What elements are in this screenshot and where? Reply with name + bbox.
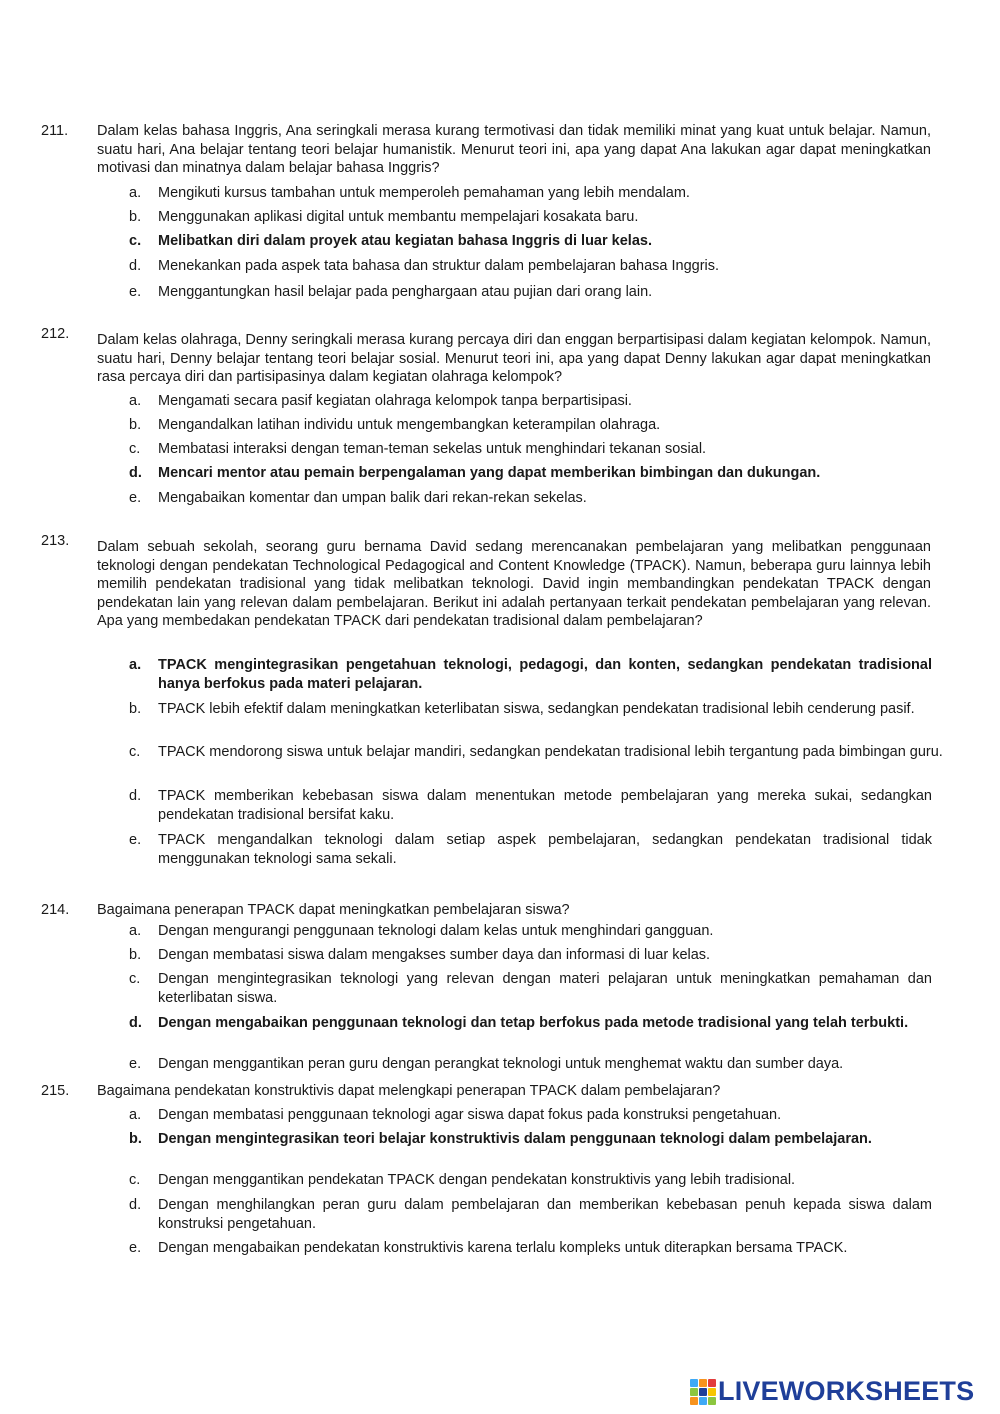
option-letter: e. — [129, 490, 142, 506]
question-number: 214. — [41, 902, 70, 918]
option-text: TPACK memberikan kebebasan siswa dalam menentukan metode pembelajaran yang mereka sukai, sedangkan pendekatan tradisional bersifat kaku. — [158, 788, 932, 823]
option-text: Dengan mengabaikan pendekatan konstruktivis karena terlalu kompleks untuk diterapkan bersama TPACK. — [158, 1240, 848, 1256]
option-text: Menekankan pada aspek tata bahasa dan struktur dalam pembelajaran bahasa Inggris. — [158, 258, 720, 274]
option-letter: b. — [129, 701, 142, 717]
option-text: Mengikuti kursus tambahan untuk memperoleh pemahaman yang lebih mendalam. — [158, 185, 690, 201]
question-number: 211. — [41, 123, 69, 139]
question-stem: Dalam kelas olahraga, Denny seringkali merasa kurang percaya diri dan enggan berpartisipasi dalam kegiatan kelompok. Namun, suatu hari, Denny belajar tentang teori belajar sosial. Menurut teori ini, apa yang dapat Denny lakukan agar dapat meningkatkan rasa percaya diri dan partisipasinya dalam kegiatan olahraga kelompok? — [97, 332, 931, 386]
option-letter: e. — [129, 1056, 142, 1072]
option-letter: b. — [129, 947, 142, 963]
question-stem: Dalam sebuah sekolah, seorang guru bernama David sedang merencanakan pembelajaran yang melibatkan penggunaan teknologi dengan pendekatan Technological Pedagogical and Content Knowledge (TPACK). Namun, beberapa guru lainnya lebih memilih pendekatan tradisional yang tidak melibatkan teknologi. David ingin membandingkan pendekatan TPACK dengan pendekatan lain yang relevan dalam pembelajaran. Berikut ini adalah pertanyaan terkait pendekatan pembelajaran yang relevan. Apa yang membedakan pendekatan TPACK dari pendekatan tradisional dalam pembelajaran? — [97, 539, 931, 630]
liveworksheets-logo-text: LIVEWORKSHEETS — [718, 1376, 975, 1406]
option-text: Dengan menghilangkan peran guru dalam pembelajaran dan memberikan kebebasan penuh kepada siswa dalam konstruksi pengetahuan. — [158, 1197, 932, 1232]
option-text: Melibatkan diri dalam proyek atau kegiatan bahasa Inggris di luar kelas. — [158, 233, 652, 249]
option-text: TPACK mengintegrasikan pengetahuan teknologi, pedagogi, dan konten, sedangkan pendekatan tradisional hanya berfokus pada materi pelajaran. — [158, 657, 932, 692]
option-letter: d. — [129, 258, 142, 274]
option-letter: a. — [129, 185, 142, 201]
option-text: Mengabaikan komentar dan umpan balik dari rekan-rekan sekelas. — [158, 490, 587, 506]
question-stem: Bagaimana pendekatan konstruktivis dapat melengkapi penerapan TPACK dalam pembelajaran? — [97, 1083, 721, 1099]
option-letter: b. — [129, 1131, 142, 1147]
question-number: 212. — [41, 326, 70, 342]
option-text: Dengan mengintegrasikan teknologi yang relevan dengan materi pelajaran untuk meningkatkan pemahaman dan keterlibatan siswa. — [158, 971, 932, 1006]
question-stem: Bagaimana penerapan TPACK dapat meningkatkan pembelajaran siswa? — [97, 902, 570, 918]
option-letter: c. — [129, 744, 141, 760]
option-text: Menggantungkan hasil belajar pada penghargaan atau pujian dari orang lain. — [158, 284, 653, 300]
option-letter: e. — [129, 832, 142, 848]
option-text: TPACK lebih efektif dalam meningkatkan keterlibatan siswa, sedangkan pendekatan tradisional lebih cenderung pasif. — [158, 701, 915, 717]
option-text: Menggunakan aplikasi digital untuk membantu mempelajari kosakata baru. — [158, 209, 639, 225]
option-text: Dengan membatasi siswa dalam mengakses sumber daya dan informasi di luar kelas. — [158, 947, 711, 963]
option-text: Dengan menggantikan peran guru dengan perangkat teknologi untuk menghemat waktu dan sumber daya. — [158, 1056, 844, 1072]
option-letter: c. — [129, 1172, 141, 1188]
option-letter: b. — [129, 209, 142, 225]
option-letter: c. — [129, 233, 142, 249]
option-letter: e. — [129, 284, 142, 300]
option-text: Dengan membatasi penggunaan teknologi agar siswa dapat fokus pada konstruksi pengetahuan. — [158, 1107, 782, 1123]
option-letter: d. — [129, 465, 142, 481]
option-text: TPACK mengandalkan teknologi dalam setiap aspek pembelajaran, sedangkan pendekatan tradisional tidak menggunakan teknologi sama sekali. — [158, 832, 932, 867]
question-stem: Dalam kelas bahasa Inggris, Ana seringkali merasa kurang termotivasi dan tidak memiliki minat yang kuat untuk belajar. Namun, suatu hari, Ana belajar tentang teori belajar humanistik. Menurut teori ini, apa yang dapat Ana lakukan agar dapat meningkatkan motivasi dan minatnya dalam belajar bahasa Inggris? — [97, 123, 931, 177]
question-number: 213. — [41, 533, 70, 549]
option-letter: a. — [129, 657, 142, 673]
option-text: Membatasi interaksi dengan teman-teman sekelas untuk menghindari tekanan sosial. — [158, 441, 707, 457]
option-letter: d. — [129, 1197, 142, 1213]
option-letter: b. — [129, 417, 142, 433]
option-letter: d. — [129, 1015, 142, 1031]
option-text: Mencari mentor atau pemain berpengalaman yang dapat memberikan bimbingan dan dukungan. — [158, 465, 821, 481]
option-letter: a. — [129, 923, 142, 939]
option-text: Dengan mengintegrasikan teori belajar konstruktivis dalam penggunaan teknologi dalam pembelajaran. — [158, 1131, 872, 1147]
option-text: Mengandalkan latihan individu untuk mengembangkan keterampilan olahraga. — [158, 417, 661, 433]
option-letter: a. — [129, 1107, 142, 1123]
option-text: Mengamati secara pasif kegiatan olahraga kelompok tanpa berpartisipasi. — [158, 393, 632, 409]
question-number: 215. — [41, 1083, 70, 1099]
option-text: Dengan menggantikan pendekatan TPACK dengan pendekatan konstruktivis yang lebih tradisional. — [158, 1172, 796, 1188]
liveworksheets-logo — [690, 1376, 974, 1407]
option-letter: d. — [129, 788, 142, 804]
option-letter: c. — [129, 971, 141, 987]
liveworksheets-logo-icon — [690, 1379, 716, 1405]
option-letter: e. — [129, 1240, 142, 1256]
option-text: TPACK mendorong siswa untuk belajar mandiri, sedangkan pendekatan tradisional lebih tergantung pada bimbingan guru. — [158, 744, 943, 760]
option-text: Dengan mengabaikan penggunaan teknologi dan tetap berfokus pada metode tradisional yang telah terbukti. — [158, 1015, 909, 1031]
option-letter: c. — [129, 441, 141, 457]
option-letter: a. — [129, 393, 142, 409]
option-text: Dengan mengurangi penggunaan teknologi dalam kelas untuk menghindari gangguan. — [158, 923, 714, 939]
